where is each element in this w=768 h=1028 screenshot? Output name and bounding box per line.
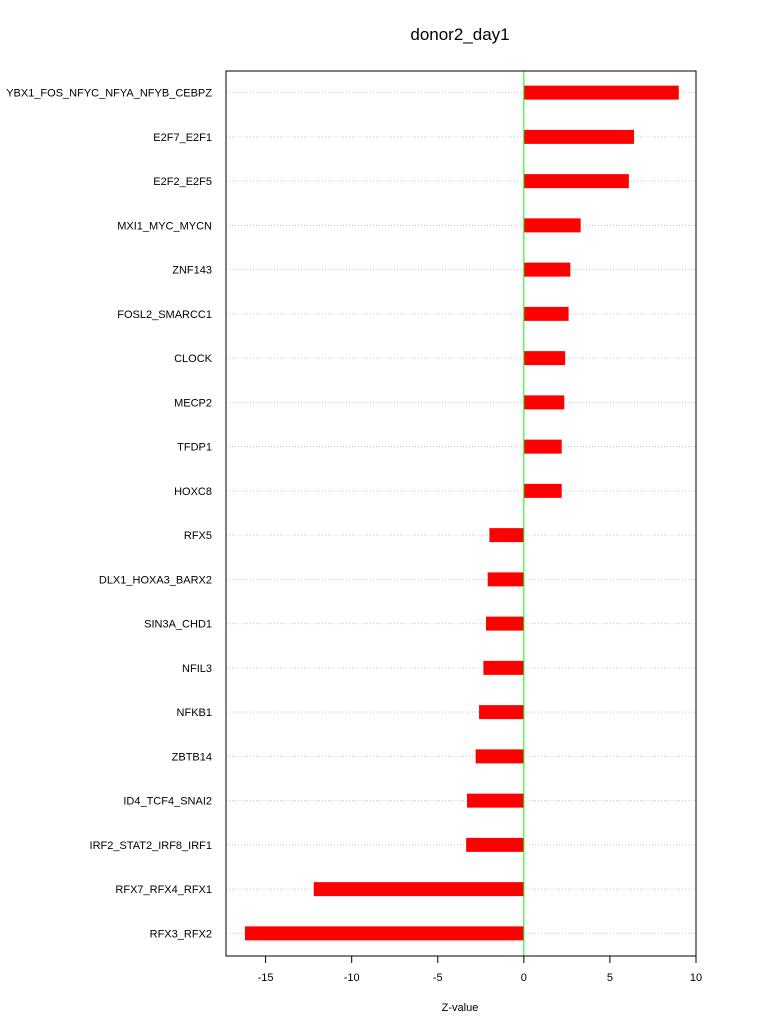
bar-ybx1-fos-nfyc-nfya-nfyb-cebpz — [524, 86, 679, 100]
x-axis — [258, 956, 702, 984]
category-label: IRF2_STAT2_IRF8_IRF1 — [89, 839, 212, 852]
bar-rfx3-rfx2 — [245, 926, 524, 940]
category-label: HOXC8 — [174, 485, 212, 498]
category-label: MECP2 — [174, 397, 212, 410]
bar-rfx7-rfx4-rfx1 — [314, 882, 524, 896]
x-tick-label: 0 — [520, 972, 527, 984]
x-tick-label: 5 — [606, 972, 613, 984]
x-tick-label: -15 — [257, 972, 274, 984]
bar-mecp2 — [524, 395, 564, 409]
bar-mxi1-myc-mycn — [524, 218, 581, 232]
category-labels — [6, 88, 212, 941]
category-label: YBX1_FOS_NFYC_NFYA_NFYB_CEBPZ — [6, 87, 212, 100]
bar-rfx5 — [489, 528, 523, 542]
bar-e2f2-e2f5 — [524, 174, 629, 188]
x-axis-label: Z-value — [441, 1002, 479, 1014]
bar-dlx1-hoxa3-barx2 — [488, 572, 524, 586]
bar-id4-tcf4-snai2 — [467, 794, 524, 808]
category-label: RFX3_RFX2 — [149, 928, 212, 941]
category-label: ZNF143 — [172, 264, 212, 277]
category-label: CLOCK — [174, 353, 212, 366]
x-tick-label: 10 — [689, 972, 703, 984]
bar-hoxc8 — [524, 484, 562, 498]
category-label: RFX5 — [183, 530, 212, 543]
category-label: NFIL3 — [182, 662, 212, 675]
bar-irf2-stat2-irf8-irf1 — [466, 838, 524, 852]
bar-znf143 — [524, 263, 570, 277]
category-label: ZBTB14 — [171, 751, 212, 764]
x-tick-label: -10 — [343, 972, 360, 984]
bar-clock — [524, 351, 565, 365]
plot-frame — [226, 71, 696, 956]
category-label: FOSL2_SMARCC1 — [117, 308, 212, 321]
chart-title: donor2_day1 — [410, 25, 510, 44]
category-label: TFDP1 — [177, 441, 212, 454]
bar-zbtb14 — [476, 749, 524, 763]
bar-fosl2-smarcc1 — [524, 307, 569, 321]
bar-sin3a-chd1 — [486, 617, 524, 631]
category-label: E2F2_E2F5 — [153, 176, 212, 189]
category-label: NFKB1 — [176, 707, 212, 720]
category-label: SIN3A_CHD1 — [144, 618, 212, 631]
bar-tfdp1 — [524, 440, 562, 454]
x-tick-label: -5 — [432, 972, 443, 984]
bars — [245, 86, 679, 941]
category-label: ID4_TCF4_SNAI2 — [123, 795, 212, 808]
bar-e2f7-e2f1 — [524, 130, 634, 144]
bar-nfkb1 — [479, 705, 524, 719]
category-label: MXI1_MYC_MYCN — [117, 220, 212, 233]
category-label: DLX1_HOXA3_BARX2 — [98, 574, 212, 587]
gridlines — [226, 93, 696, 934]
category-label: RFX7_RFX4_RFX1 — [115, 884, 212, 897]
bar-nfil3 — [483, 661, 523, 675]
category-label: E2F7_E2F1 — [153, 131, 212, 144]
